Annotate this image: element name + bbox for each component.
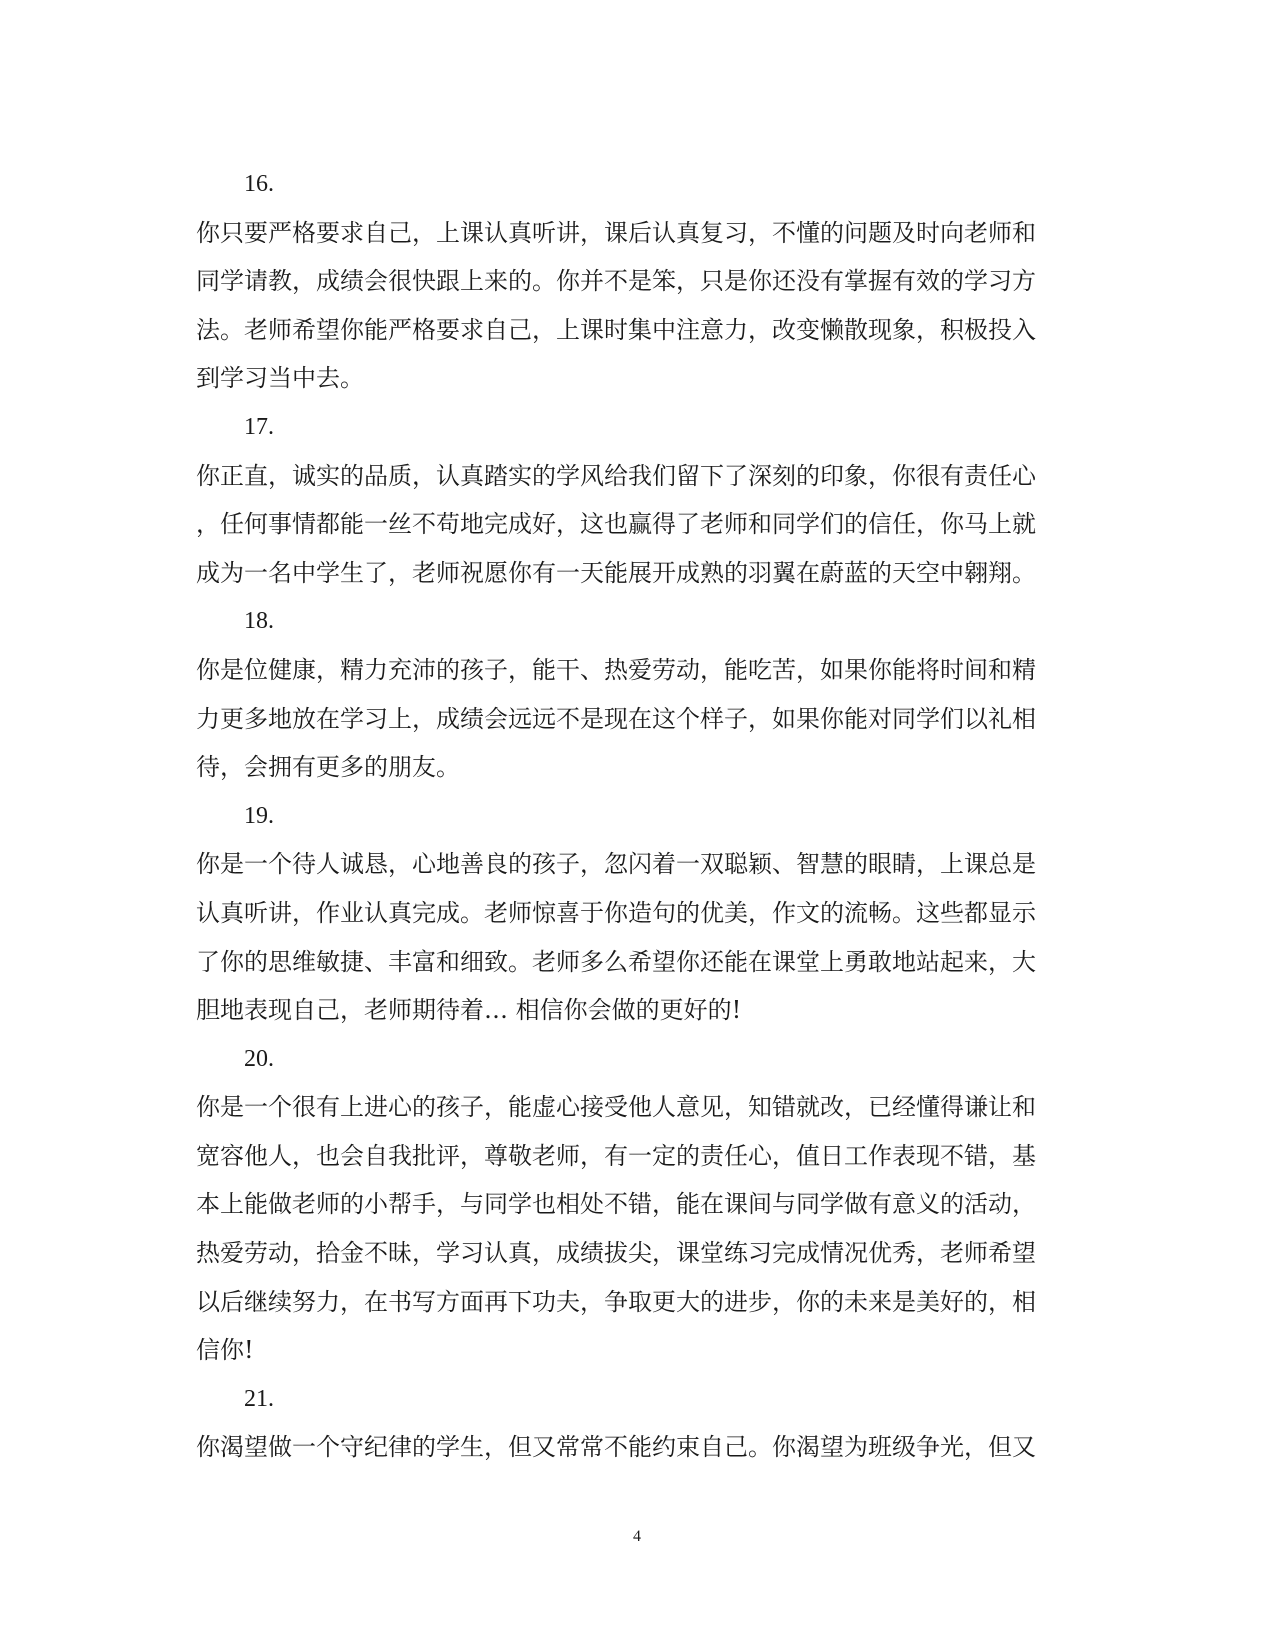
entry-number: 19. xyxy=(244,802,274,829)
text-line: 本上能做老师的小帮手，与同学也相处不错，能在课间与同学做有意义的活动， xyxy=(196,1190,1036,1219)
text-line: 法。老师希望你能严格要求自己，上课时集中注意力，改变懒散现象，积极投入 xyxy=(196,315,1036,344)
text-line: 胆地表现自己，老师期待着… 相信你会做的更好的! xyxy=(196,996,742,1025)
entry-number: 21. xyxy=(244,1385,274,1412)
text-line: 你正直，诚实的品质，认真踏实的学风给我们留下了深刻的印象，你很有责任心 xyxy=(196,461,1036,490)
document-body xyxy=(196,160,1076,1472)
entry-number: 18. xyxy=(244,608,274,635)
text-line: 成为一名中学生了，老师祝愿你有一天能展开成熟的羽翼在蔚蓝的天空中翱翔。 xyxy=(196,558,1036,587)
text-line: 认真听讲，作业认真完成。老师惊喜于你造句的优美，作文的流畅。这些都显示 xyxy=(196,898,1036,927)
text-line: 力更多地放在学习上，成绩会远远不是现在这个样子，如果你能对同学们以礼相 xyxy=(196,704,1036,733)
text-line: 宽容他人，也会自我批评，尊敬老师，有一定的责任心，值日工作表现不错，基 xyxy=(196,1141,1036,1170)
text-line: 到学习当中去。 xyxy=(196,364,364,393)
text-line: 热爱劳动，拾金不昧，学习认真，成绩拔尖，课堂练习完成情况优秀，老师希望 xyxy=(196,1239,1036,1268)
text-line: 你渴望做一个守纪律的学生，但又常常不能约束自己。你渴望为班级争光，但又 xyxy=(196,1433,1036,1462)
text-line: 你是位健康，精力充沛的孩子，能干、热爱劳动，能吃苦，如果你能将时间和精 xyxy=(196,655,1036,684)
text-line: 待，会拥有更多的朋友。 xyxy=(196,753,460,782)
text-line: 你是一个很有上进心的孩子，能虚心接受他人意见，知错就改，已经懂得谦让和 xyxy=(196,1093,1036,1122)
text-line: 你只要严格要求自己，上课认真听讲，课后认真复习，不懂的问题及时向老师和 xyxy=(196,218,1036,247)
entry-number: 20. xyxy=(244,1045,274,1072)
entry-number: 16. xyxy=(244,171,274,197)
text-line: ，任何事情都能一丝不苟地完成好，这也赢得了老师和同学们的信任，你马上就 xyxy=(196,510,1036,539)
page-number: 4 xyxy=(633,1528,641,1545)
text-line: 以后继续努力，在书写方面再下功夫，争取更大的进步，你的未来是美好的，相 xyxy=(196,1287,1036,1316)
entry-21 xyxy=(196,1375,1076,1472)
entry-20 xyxy=(196,1035,1076,1375)
text-line: 同学请教，成绩会很快跟上来的。你并不是笨，只是你还没有掌握有效的学习方 xyxy=(196,267,1036,296)
text-line: 了你的思维敏捷、丰富和细致。老师多么希望你还能在课堂上勇敢地站起来，大 xyxy=(196,947,1036,976)
entry-18 xyxy=(196,597,1076,791)
entry-number: 17. xyxy=(244,413,274,440)
text-line: 你是一个待人诚恳，心地善良的孩子，忽闪着一双聪颖、智慧的眼睛，上课总是 xyxy=(196,850,1036,879)
entry-16 xyxy=(196,160,1076,403)
entry-17 xyxy=(196,403,1076,597)
text-line: 信你! xyxy=(196,1336,254,1365)
entry-19 xyxy=(196,792,1076,1035)
